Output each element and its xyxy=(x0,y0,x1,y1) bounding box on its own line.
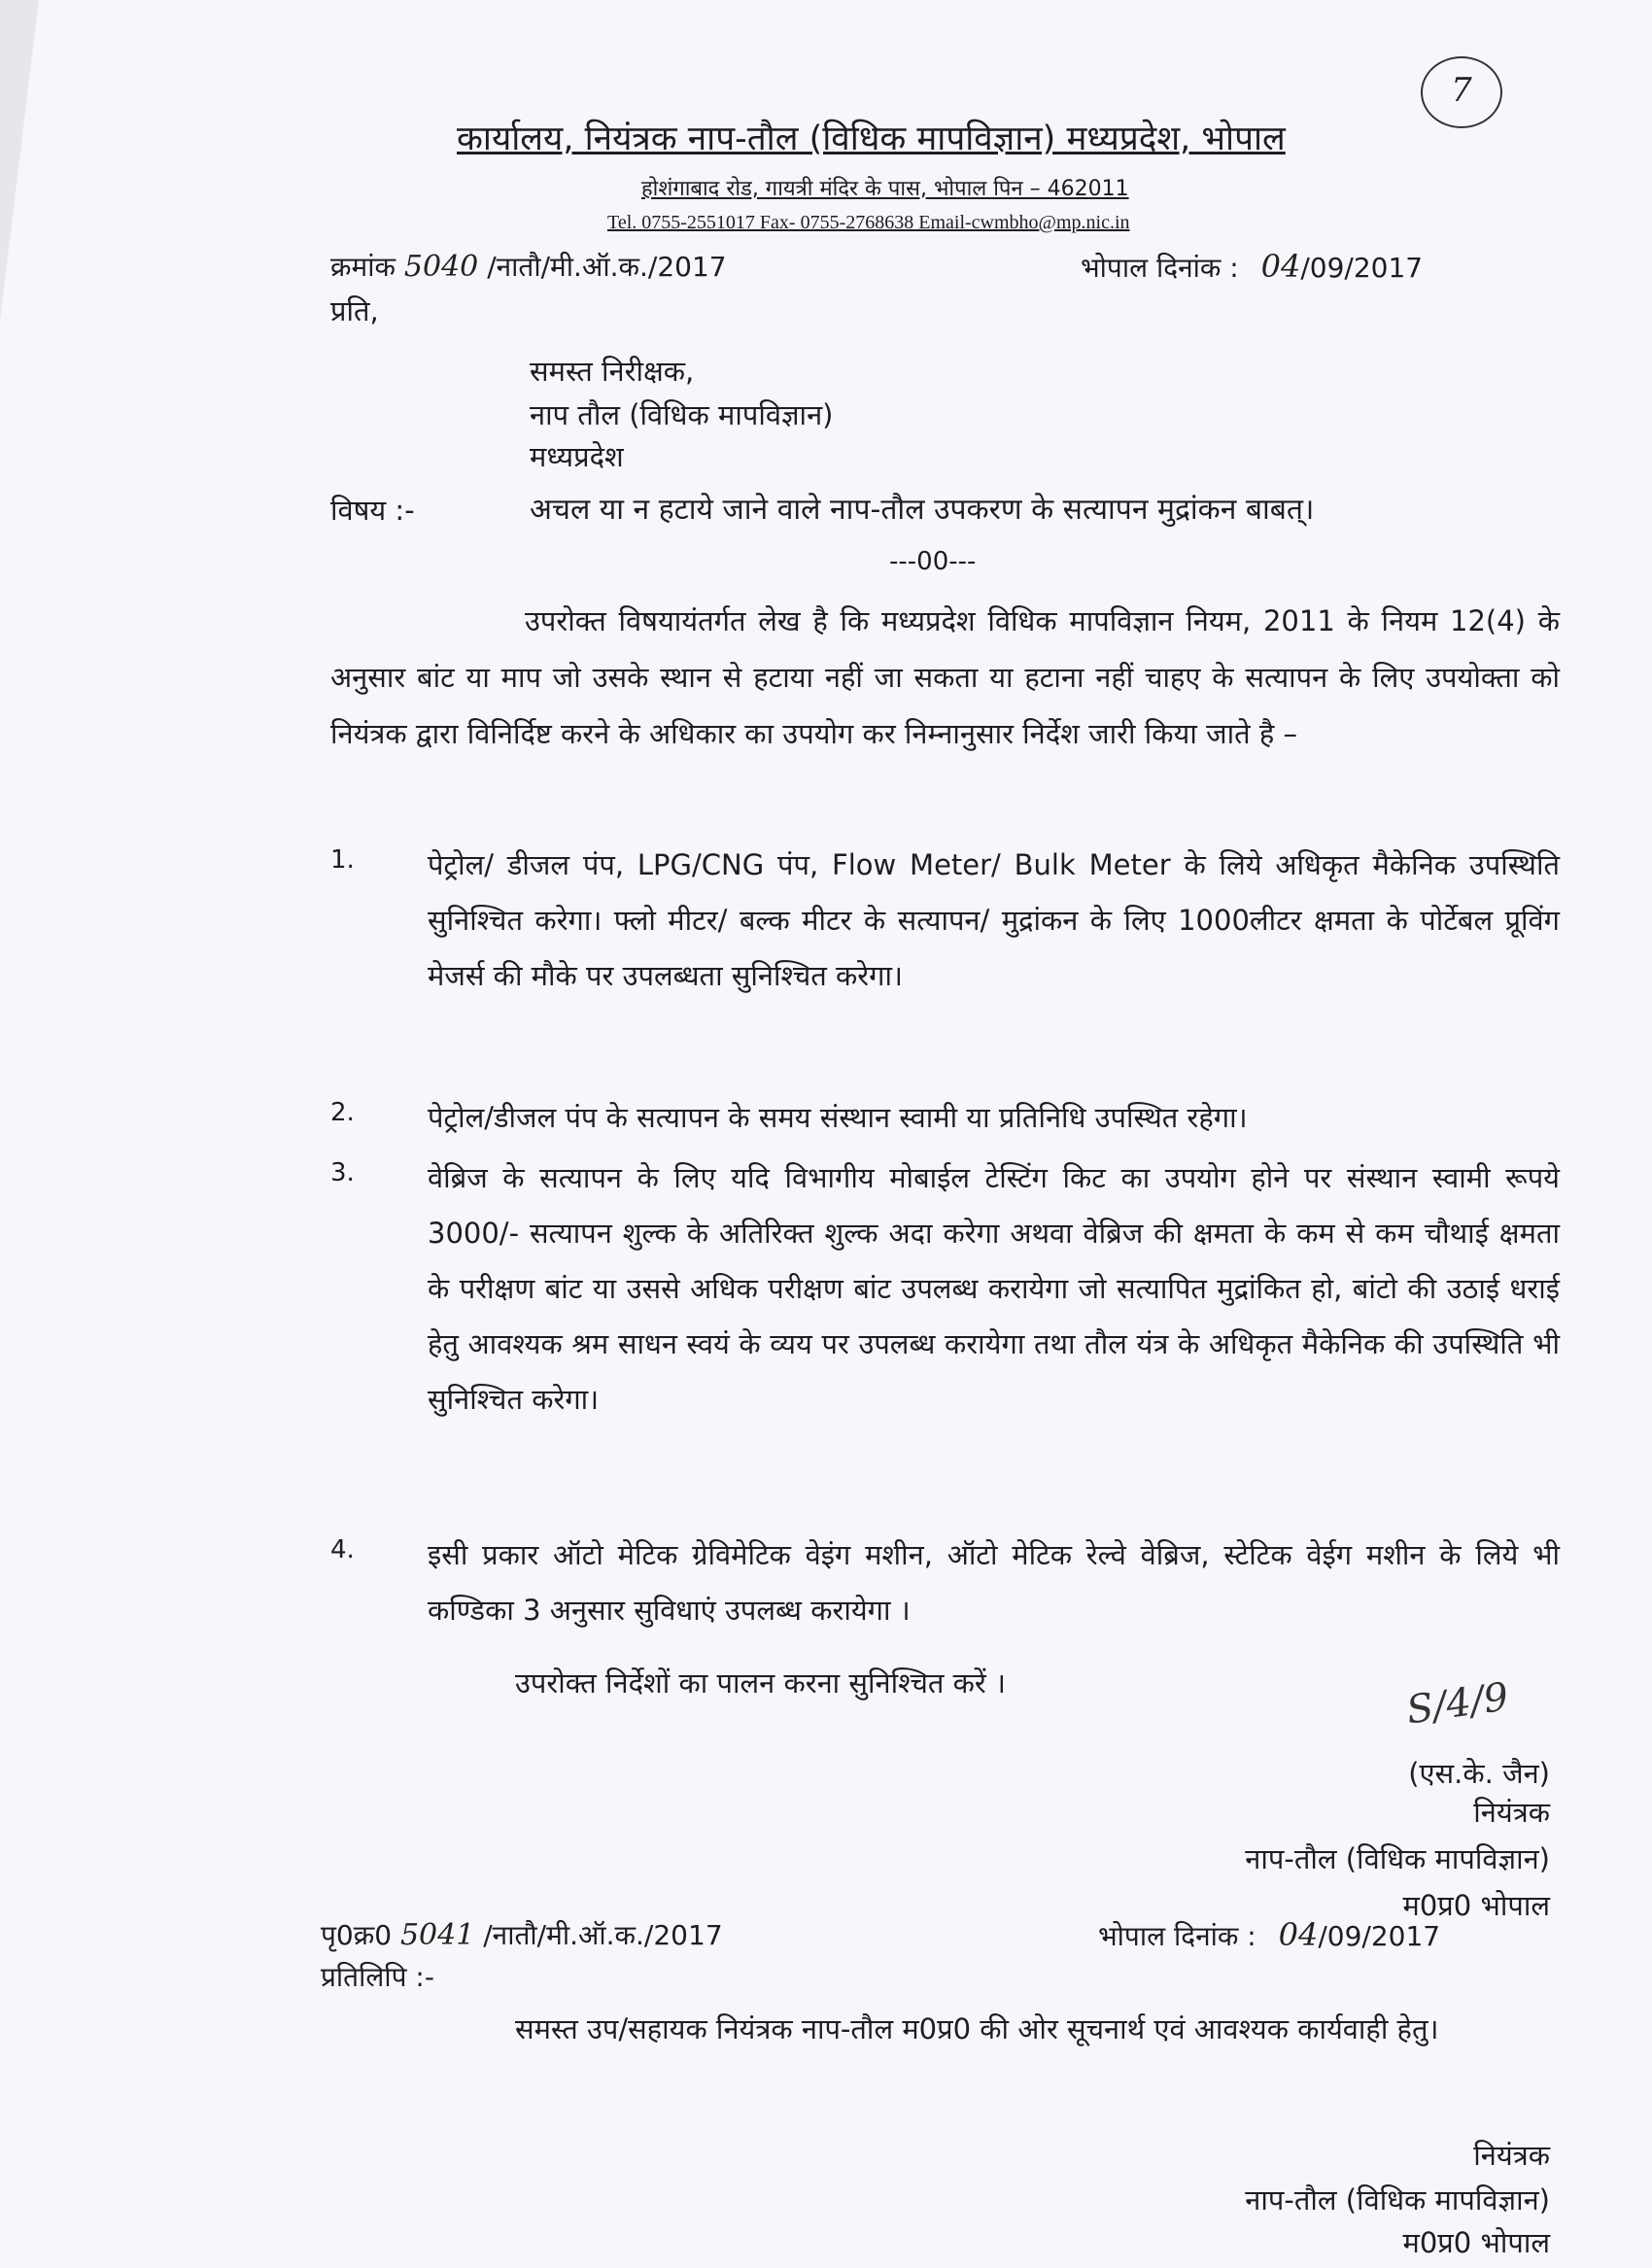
copy-label: प्रतिलिपि :- xyxy=(321,1961,434,1993)
item-1-number: 1. xyxy=(330,845,355,875)
subject-separator: ---00--- xyxy=(889,547,977,576)
office-contact: Tel. 0755-2551017 Fax- 0755-2768638 Email-cwmbho@mp.nic.in xyxy=(607,212,1130,233)
recipient-prefix: प्रति, xyxy=(330,294,379,327)
reference-label: क्रमांक xyxy=(330,251,396,283)
closing-instruction: उपरोक्त निर्देशों का पालन करना सुनिश्चित करें । xyxy=(515,1667,1006,1700)
endorsement-handwritten-number: 5041 xyxy=(399,1918,475,1952)
endorsement-department: नाप-तौल (विधिक मापविज्ञान) xyxy=(1245,2183,1550,2216)
item-2-number: 2. xyxy=(330,1098,355,1127)
endorsement-suffix: /नातौ/मी.ऑ.क./2017 xyxy=(483,1919,723,1951)
item-3-number: 3. xyxy=(330,1158,355,1187)
reference-date xyxy=(1081,248,1423,286)
recipient-line-1: समस्त निरीक्षक, xyxy=(530,355,695,388)
page-number-circle: 7 xyxy=(1421,56,1502,128)
signatory-department: नाप-तौल (विधिक मापविज्ञान) xyxy=(1245,1842,1550,1875)
item-2-text: पेट्रोल/डीजल पंप के सत्यापन के समय संस्थान स्वामी या प्रतिनिधि उपस्थित रहेगा। xyxy=(428,1101,1248,1134)
copy-text: समस्त उप/सहायक नियंत्रक नाप-तौल म0प्र0 की ओर सूचनार्थ एवं आवश्यक कार्यवाही हेतु। xyxy=(515,2012,1439,2045)
signatory-location: म0प्र0 भोपाल xyxy=(1402,1889,1550,1922)
recipient-line-3: मध्यप्रदेश xyxy=(530,440,624,473)
reference-suffix: /नातौ/मी.ऑ.क./2017 xyxy=(487,251,727,283)
signatory-name: (एस.के. जैन) xyxy=(1408,1757,1550,1790)
item-4-number: 4. xyxy=(330,1535,355,1564)
reference-date-rest: /09/2017 xyxy=(1300,252,1424,284)
endorsement-signatory xyxy=(1245,2136,1550,2262)
reference-number xyxy=(330,248,727,285)
endorsement-date-label: भोपाल दिनांक : xyxy=(1098,1920,1256,1952)
endorsement-label: पृ0क्र0 xyxy=(321,1919,393,1951)
item-4-text: इसी प्रकार ऑटो मेटिक ग्रेविमेटिक वेइंग मशीन, ऑटो मेटिक रेल्वे वेब्रिज, स्टेटिक वेईग मशीन के लिये भी कण्डिका 3 अनुसार सुविधाएं उपलब्ध करायेगा । xyxy=(428,1538,1560,1627)
endorsement-date-day: 04 xyxy=(1278,1916,1319,1953)
endorsement-location: म0प्र0 भोपाल xyxy=(1402,2226,1550,2259)
intro-paragraph: उपरोक्त विषयायंतर्गत लेख है कि मध्यप्रदेश विधिक मापविज्ञान नियम, 2011 के नियम 12(4) के अनुसार बांट या माप जो उसके स्थान से हटाया नहीं जा सकता या हटाना नहीं चाहए के सत्यापन के लिए उपयोक्ता को नियंत्रक द्वारा विनिर्दिष्ट करने के अधिकार का उपयोग कर निम्नानुसार निर्देश जारी किया जाते है – xyxy=(330,604,1560,750)
reference-handwritten-number: 5040 xyxy=(403,250,479,284)
signatory-block xyxy=(1245,1754,1550,1925)
handwritten-signature: S/4/9 xyxy=(1403,1674,1512,1734)
reference-date-day: 04 xyxy=(1260,248,1301,285)
endorsement-date xyxy=(1098,1916,1440,1954)
item-3-text: वेब्रिज के सत्यापन के लिए यदि विभागीय मोबाईल टेस्टिंग किट का उपयोग होने पर संस्थान स्वामी रूपये 3000/- सत्यापन शुल्क के अतिरिक्त शुल्क अदा करेगा अथवा वेब्रिज की क्षमता के कम से कम चौथाई क्षमता के परीक्षण बांट या उससे अधिक परीक्षण बांट उपलब्ध करायेगा जो सत्यापित मुद्रांकित हो, बांटो की उठाई धराई हेतु आवश्यक श्रम साधन स्वयं के व्यय पर उपलब्ध करायेगा तथा तौल यंत्र के अधिकृत मैकेनिक की उपस्थिति भी सुनिश्चित करेगा। xyxy=(428,1161,1560,1416)
subject-text: अचल या न हटाये जाने वाले नाप-तौल उपकरण के सत्यापन मुद्रांकन बाबत्। xyxy=(530,493,1315,527)
recipient-line-2: नाप तौल (विधिक मापविज्ञान) xyxy=(530,398,834,431)
subject-label: विषय :- xyxy=(330,494,415,527)
signatory-designation: नियंत्रक xyxy=(1473,1796,1550,1829)
scan-shadow xyxy=(0,0,39,321)
reference-date-label: भोपाल दिनांक : xyxy=(1081,252,1239,284)
endorsement-date-rest: /09/2017 xyxy=(1318,1920,1441,1952)
office-address: होशंगाबाद रोड, गायत्री मंदिर के पास, भोपाल पिन – 462011 xyxy=(641,177,1129,201)
item-1-text: पेट्रोल/ डीजल पंप, LPG/CNG पंप, Flow Meter/ Bulk Meter के लिये अधिकृत मैकेनिक उपस्थिति सुनिश्चित करेगा। फ्लो मीटर/ बल्क मीटर के सत्यापन/ मुद्रांकन के लिए 1000लीटर क्षमता के पोर्टेबल प्रूविंग मेजर्स की मौके पर उपलब्धता सुनिश्चित करेगा। xyxy=(428,848,1560,992)
office-title: कार्यालय, नियंत्रक नाप-तौल (विधिक मापविज्ञान) मध्यप्रदेश, भोपाल xyxy=(457,120,1286,158)
endorsement-number xyxy=(321,1916,723,1953)
endorsement-designation: नियंत्रक xyxy=(1473,2139,1550,2172)
